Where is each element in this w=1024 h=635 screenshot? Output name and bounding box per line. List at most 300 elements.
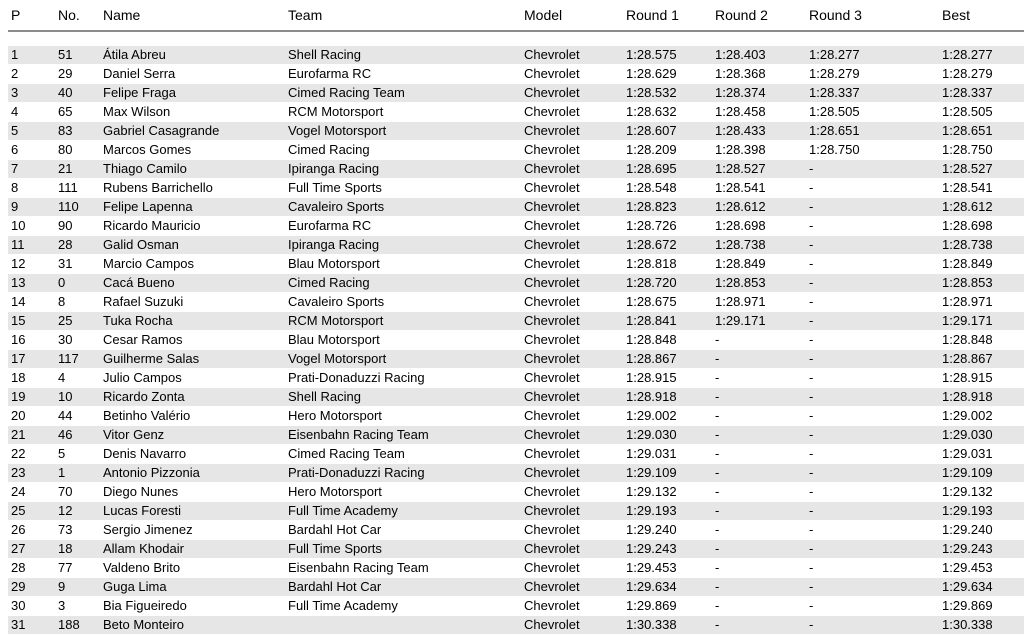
cell-best: 1:28.867 (939, 350, 1024, 369)
cell-model: Chevrolet (521, 65, 623, 84)
cell-team: Shell Racing (285, 388, 521, 407)
cell-round1: 1:29.869 (623, 597, 712, 616)
cell-round1: 1:29.031 (623, 445, 712, 464)
cell-number: 9 (55, 578, 100, 597)
cell-model: Chevrolet (521, 160, 623, 179)
cell-round3: - (806, 160, 939, 179)
cell-position: 19 (8, 388, 55, 407)
table-row (8, 179, 1024, 198)
cell-round2: - (712, 388, 806, 407)
cell-driver-name: Denis Navarro (100, 445, 285, 464)
cell-best: 1:29.634 (939, 578, 1024, 597)
cell-model: Chevrolet (521, 521, 623, 540)
table-row (8, 597, 1024, 616)
cell-best: 1:28.337 (939, 84, 1024, 103)
cell-round1: 1:29.132 (623, 483, 712, 502)
cell-round2: 1:28.971 (712, 293, 806, 312)
cell-position: 25 (8, 502, 55, 521)
cell-model: Chevrolet (521, 312, 623, 331)
cell-team: RCM Motorsport (285, 312, 521, 331)
cell-model: Chevrolet (521, 502, 623, 521)
table-row (8, 407, 1024, 426)
cell-number: 31 (55, 255, 100, 274)
cell-round3: 1:28.279 (806, 65, 939, 84)
cell-model: Chevrolet (521, 597, 623, 616)
table-row (8, 141, 1024, 160)
cell-driver-name: Thiago Camilo (100, 160, 285, 179)
col-header-round3: Round 3 (806, 0, 939, 31)
cell-model: Chevrolet (521, 369, 623, 388)
cell-round2: 1:28.612 (712, 198, 806, 217)
cell-team: Bardahl Hot Car (285, 578, 521, 597)
cell-round2: - (712, 597, 806, 616)
cell-driver-name: Guga Lima (100, 578, 285, 597)
table-row (8, 578, 1024, 597)
cell-best: 1:29.243 (939, 540, 1024, 559)
cell-round3: - (806, 559, 939, 578)
cell-round2: - (712, 331, 806, 350)
cell-team: Vogel Motorsport (285, 122, 521, 141)
table-row (8, 331, 1024, 350)
cell-round1: 1:28.629 (623, 65, 712, 84)
table-row (8, 521, 1024, 540)
cell-round1: 1:28.848 (623, 331, 712, 350)
cell-model: Chevrolet (521, 198, 623, 217)
table-row (8, 559, 1024, 578)
cell-best: 1:28.277 (939, 46, 1024, 65)
cell-number: 1 (55, 464, 100, 483)
cell-best: 1:28.651 (939, 122, 1024, 141)
cell-driver-name: Rafael Suzuki (100, 293, 285, 312)
cell-number: 18 (55, 540, 100, 559)
cell-best: 1:29.240 (939, 521, 1024, 540)
cell-driver-name: Diego Nunes (100, 483, 285, 502)
cell-round2: 1:28.458 (712, 103, 806, 122)
table-row (8, 65, 1024, 84)
cell-team: Hero Motorsport (285, 483, 521, 502)
table-row (8, 350, 1024, 369)
cell-driver-name: Átila Abreu (100, 46, 285, 65)
cell-team: Ipiranga Racing (285, 236, 521, 255)
table-row (8, 540, 1024, 559)
cell-round3: - (806, 616, 939, 635)
cell-best: 1:28.541 (939, 179, 1024, 198)
cell-best: 1:29.193 (939, 502, 1024, 521)
cell-best: 1:28.750 (939, 141, 1024, 160)
cell-best: 1:29.132 (939, 483, 1024, 502)
cell-round1: 1:28.818 (623, 255, 712, 274)
cell-round3: - (806, 521, 939, 540)
cell-round2: 1:28.738 (712, 236, 806, 255)
cell-model: Chevrolet (521, 141, 623, 160)
cell-position: 2 (8, 65, 55, 84)
cell-position: 26 (8, 521, 55, 540)
cell-round3: - (806, 445, 939, 464)
cell-model: Chevrolet (521, 540, 623, 559)
cell-round3: - (806, 255, 939, 274)
cell-round3: - (806, 331, 939, 350)
cell-model: Chevrolet (521, 103, 623, 122)
cell-round2: - (712, 616, 806, 635)
cell-number: 25 (55, 312, 100, 331)
cell-model: Chevrolet (521, 122, 623, 141)
cell-round3: - (806, 350, 939, 369)
table-row (8, 369, 1024, 388)
cell-team: Cavaleiro Sports (285, 293, 521, 312)
cell-team: Cimed Racing Team (285, 445, 521, 464)
cell-model: Chevrolet (521, 217, 623, 236)
cell-best: 1:28.738 (939, 236, 1024, 255)
cell-position: 31 (8, 616, 55, 635)
cell-number: 46 (55, 426, 100, 445)
cell-driver-name: Max Wilson (100, 103, 285, 122)
header-spacer (8, 31, 1024, 46)
cell-round3: 1:28.337 (806, 84, 939, 103)
col-header-round2: Round 2 (712, 0, 806, 31)
cell-round2: 1:28.374 (712, 84, 806, 103)
cell-best: 1:28.971 (939, 293, 1024, 312)
cell-round2: 1:28.853 (712, 274, 806, 293)
cell-round1: 1:28.607 (623, 122, 712, 141)
table-row (8, 388, 1024, 407)
cell-round1: 1:28.726 (623, 217, 712, 236)
cell-round1: 1:29.002 (623, 407, 712, 426)
cell-round1: 1:29.240 (623, 521, 712, 540)
header-row (8, 0, 1024, 31)
cell-driver-name: Antonio Pizzonia (100, 464, 285, 483)
table-row (8, 84, 1024, 103)
cell-round3: - (806, 483, 939, 502)
cell-position: 9 (8, 198, 55, 217)
cell-number: 51 (55, 46, 100, 65)
cell-model: Chevrolet (521, 236, 623, 255)
cell-round3: - (806, 540, 939, 559)
cell-round3: 1:28.277 (806, 46, 939, 65)
cell-round1: 1:28.915 (623, 369, 712, 388)
cell-team: Prati-Donaduzzi Racing (285, 464, 521, 483)
cell-best: 1:29.109 (939, 464, 1024, 483)
cell-number: 21 (55, 160, 100, 179)
cell-driver-name: Valdeno Brito (100, 559, 285, 578)
cell-best: 1:29.031 (939, 445, 1024, 464)
cell-number: 90 (55, 217, 100, 236)
cell-position: 11 (8, 236, 55, 255)
cell-team: Full Time Academy (285, 502, 521, 521)
col-header-position: P (8, 0, 55, 31)
cell-team: Prati-Donaduzzi Racing (285, 369, 521, 388)
cell-position: 16 (8, 331, 55, 350)
cell-round1: 1:28.695 (623, 160, 712, 179)
cell-driver-name: Ricardo Zonta (100, 388, 285, 407)
cell-team: Full Time Academy (285, 597, 521, 616)
cell-round1: 1:28.867 (623, 350, 712, 369)
cell-round3: 1:28.505 (806, 103, 939, 122)
cell-round1: 1:29.243 (623, 540, 712, 559)
cell-position: 8 (8, 179, 55, 198)
cell-round1: 1:28.841 (623, 312, 712, 331)
cell-round3: - (806, 274, 939, 293)
cell-position: 30 (8, 597, 55, 616)
table-row (8, 46, 1024, 65)
cell-number: 3 (55, 597, 100, 616)
cell-round3: - (806, 597, 939, 616)
cell-round1: 1:28.632 (623, 103, 712, 122)
cell-round3: - (806, 578, 939, 597)
cell-position: 23 (8, 464, 55, 483)
cell-round3: - (806, 236, 939, 255)
cell-model: Chevrolet (521, 388, 623, 407)
cell-number: 44 (55, 407, 100, 426)
cell-model: Chevrolet (521, 350, 623, 369)
cell-round1: 1:29.634 (623, 578, 712, 597)
cell-round3: - (806, 198, 939, 217)
cell-round1: 1:28.548 (623, 179, 712, 198)
cell-number: 188 (55, 616, 100, 635)
table-row (8, 293, 1024, 312)
cell-driver-name: Bia Figueiredo (100, 597, 285, 616)
cell-number: 80 (55, 141, 100, 160)
cell-team (285, 616, 521, 635)
table-row (8, 103, 1024, 122)
cell-position: 5 (8, 122, 55, 141)
cell-driver-name: Guilherme Salas (100, 350, 285, 369)
cell-driver-name: Marcio Campos (100, 255, 285, 274)
cell-driver-name: Rubens Barrichello (100, 179, 285, 198)
cell-best: 1:28.527 (939, 160, 1024, 179)
cell-driver-name: Daniel Serra (100, 65, 285, 84)
cell-round1: 1:28.675 (623, 293, 712, 312)
cell-best: 1:28.698 (939, 217, 1024, 236)
cell-team: Full Time Sports (285, 179, 521, 198)
cell-position: 12 (8, 255, 55, 274)
cell-model: Chevrolet (521, 179, 623, 198)
cell-driver-name: Lucas Foresti (100, 502, 285, 521)
col-header-name: Name (100, 0, 285, 31)
cell-team: Cimed Racing (285, 141, 521, 160)
cell-position: 29 (8, 578, 55, 597)
cell-best: 1:29.030 (939, 426, 1024, 445)
cell-driver-name: Allam Khodair (100, 540, 285, 559)
cell-driver-name: Felipe Fraga (100, 84, 285, 103)
table-row (8, 255, 1024, 274)
table-row (8, 616, 1024, 635)
cell-number: 4 (55, 369, 100, 388)
cell-driver-name: Vitor Genz (100, 426, 285, 445)
cell-model: Chevrolet (521, 84, 623, 103)
table-row (8, 445, 1024, 464)
cell-model: Chevrolet (521, 483, 623, 502)
cell-driver-name: Betinho Valério (100, 407, 285, 426)
cell-driver-name: Cacá Bueno (100, 274, 285, 293)
cell-best: 1:29.002 (939, 407, 1024, 426)
cell-round3: - (806, 217, 939, 236)
cell-position: 4 (8, 103, 55, 122)
cell-position: 22 (8, 445, 55, 464)
col-header-round1: Round 1 (623, 0, 712, 31)
cell-best: 1:29.869 (939, 597, 1024, 616)
cell-round3: - (806, 369, 939, 388)
cell-round2: - (712, 559, 806, 578)
cell-best: 1:28.848 (939, 331, 1024, 350)
table-row (8, 217, 1024, 236)
col-header-number: No. (55, 0, 100, 31)
cell-best: 1:28.918 (939, 388, 1024, 407)
table-row (8, 122, 1024, 141)
cell-position: 3 (8, 84, 55, 103)
cell-round1: 1:29.030 (623, 426, 712, 445)
cell-position: 21 (8, 426, 55, 445)
cell-best: 1:28.853 (939, 274, 1024, 293)
cell-best: 1:28.612 (939, 198, 1024, 217)
table-row (8, 198, 1024, 217)
cell-number: 29 (55, 65, 100, 84)
cell-driver-name: Felipe Lapenna (100, 198, 285, 217)
cell-round2: - (712, 578, 806, 597)
cell-round2: 1:28.527 (712, 160, 806, 179)
col-header-team: Team (285, 0, 521, 31)
cell-round2: - (712, 407, 806, 426)
cell-best: 1:30.338 (939, 616, 1024, 635)
cell-model: Chevrolet (521, 46, 623, 65)
cell-round2: - (712, 483, 806, 502)
cell-team: Blau Motorsport (285, 255, 521, 274)
cell-best: 1:28.849 (939, 255, 1024, 274)
cell-round3: 1:28.651 (806, 122, 939, 141)
cell-model: Chevrolet (521, 274, 623, 293)
cell-model: Chevrolet (521, 426, 623, 445)
cell-number: 110 (55, 198, 100, 217)
cell-round2: 1:29.171 (712, 312, 806, 331)
cell-position: 17 (8, 350, 55, 369)
cell-team: Vogel Motorsport (285, 350, 521, 369)
cell-position: 1 (8, 46, 55, 65)
cell-team: Hero Motorsport (285, 407, 521, 426)
table-row (8, 160, 1024, 179)
table-row (8, 236, 1024, 255)
cell-best: 1:28.505 (939, 103, 1024, 122)
cell-round2: 1:28.368 (712, 65, 806, 84)
cell-team: Cavaleiro Sports (285, 198, 521, 217)
qualifying-results-table (8, 0, 1024, 635)
cell-team: Ipiranga Racing (285, 160, 521, 179)
cell-number: 40 (55, 84, 100, 103)
cell-round1: 1:29.109 (623, 464, 712, 483)
cell-model: Chevrolet (521, 293, 623, 312)
cell-position: 18 (8, 369, 55, 388)
cell-position: 7 (8, 160, 55, 179)
cell-position: 13 (8, 274, 55, 293)
cell-round2: - (712, 350, 806, 369)
cell-team: Shell Racing (285, 46, 521, 65)
cell-team: Blau Motorsport (285, 331, 521, 350)
cell-team: Full Time Sports (285, 540, 521, 559)
table-row (8, 312, 1024, 331)
table-row (8, 464, 1024, 483)
cell-team: Cimed Racing (285, 274, 521, 293)
cell-driver-name: Julio Campos (100, 369, 285, 388)
cell-driver-name: Gabriel Casagrande (100, 122, 285, 141)
cell-round1: 1:28.720 (623, 274, 712, 293)
cell-number: 30 (55, 331, 100, 350)
cell-round1: 1:28.209 (623, 141, 712, 160)
cell-round2: - (712, 502, 806, 521)
cell-driver-name: Galid Osman (100, 236, 285, 255)
cell-round2: 1:28.541 (712, 179, 806, 198)
cell-position: 20 (8, 407, 55, 426)
cell-position: 10 (8, 217, 55, 236)
cell-round1: 1:28.532 (623, 84, 712, 103)
cell-model: Chevrolet (521, 559, 623, 578)
cell-position: 27 (8, 540, 55, 559)
cell-round1: 1:29.193 (623, 502, 712, 521)
cell-driver-name: Marcos Gomes (100, 141, 285, 160)
col-header-best: Best (939, 0, 1024, 31)
table-row (8, 483, 1024, 502)
cell-number: 73 (55, 521, 100, 540)
cell-driver-name: Ricardo Mauricio (100, 217, 285, 236)
cell-round2: 1:28.398 (712, 141, 806, 160)
cell-number: 111 (55, 179, 100, 198)
cell-number: 10 (55, 388, 100, 407)
cell-round2: - (712, 521, 806, 540)
table-row (8, 426, 1024, 445)
cell-position: 24 (8, 483, 55, 502)
cell-number: 117 (55, 350, 100, 369)
cell-number: 0 (55, 274, 100, 293)
cell-round2: 1:28.698 (712, 217, 806, 236)
cell-driver-name: Cesar Ramos (100, 331, 285, 350)
table-row (8, 274, 1024, 293)
cell-team: Eurofarma RC (285, 217, 521, 236)
cell-round1: 1:28.575 (623, 46, 712, 65)
cell-model: Chevrolet (521, 331, 623, 350)
cell-round2: - (712, 464, 806, 483)
cell-round3: - (806, 179, 939, 198)
cell-position: 15 (8, 312, 55, 331)
cell-round1: 1:30.338 (623, 616, 712, 635)
cell-best: 1:28.915 (939, 369, 1024, 388)
cell-best: 1:29.453 (939, 559, 1024, 578)
cell-position: 14 (8, 293, 55, 312)
cell-round2: - (712, 445, 806, 464)
cell-round2: 1:28.849 (712, 255, 806, 274)
cell-model: Chevrolet (521, 616, 623, 635)
cell-round3: 1:28.750 (806, 141, 939, 160)
cell-round3: - (806, 293, 939, 312)
results-document (8, 0, 1024, 632)
cell-model: Chevrolet (521, 578, 623, 597)
table-row (8, 502, 1024, 521)
cell-number: 77 (55, 559, 100, 578)
cell-model: Chevrolet (521, 255, 623, 274)
cell-round2: - (712, 540, 806, 559)
cell-driver-name: Beto Monteiro (100, 616, 285, 635)
cell-round3: - (806, 388, 939, 407)
cell-team: Eisenbahn Racing Team (285, 426, 521, 445)
cell-round2: 1:28.403 (712, 46, 806, 65)
cell-best: 1:29.171 (939, 312, 1024, 331)
cell-driver-name: Tuka Rocha (100, 312, 285, 331)
cell-round3: - (806, 407, 939, 426)
cell-team: Cimed Racing Team (285, 84, 521, 103)
cell-team: RCM Motorsport (285, 103, 521, 122)
cell-model: Chevrolet (521, 445, 623, 464)
cell-number: 83 (55, 122, 100, 141)
cell-round3: - (806, 426, 939, 445)
results-body (8, 46, 1024, 635)
cell-team: Eurofarma RC (285, 65, 521, 84)
cell-round3: - (806, 502, 939, 521)
